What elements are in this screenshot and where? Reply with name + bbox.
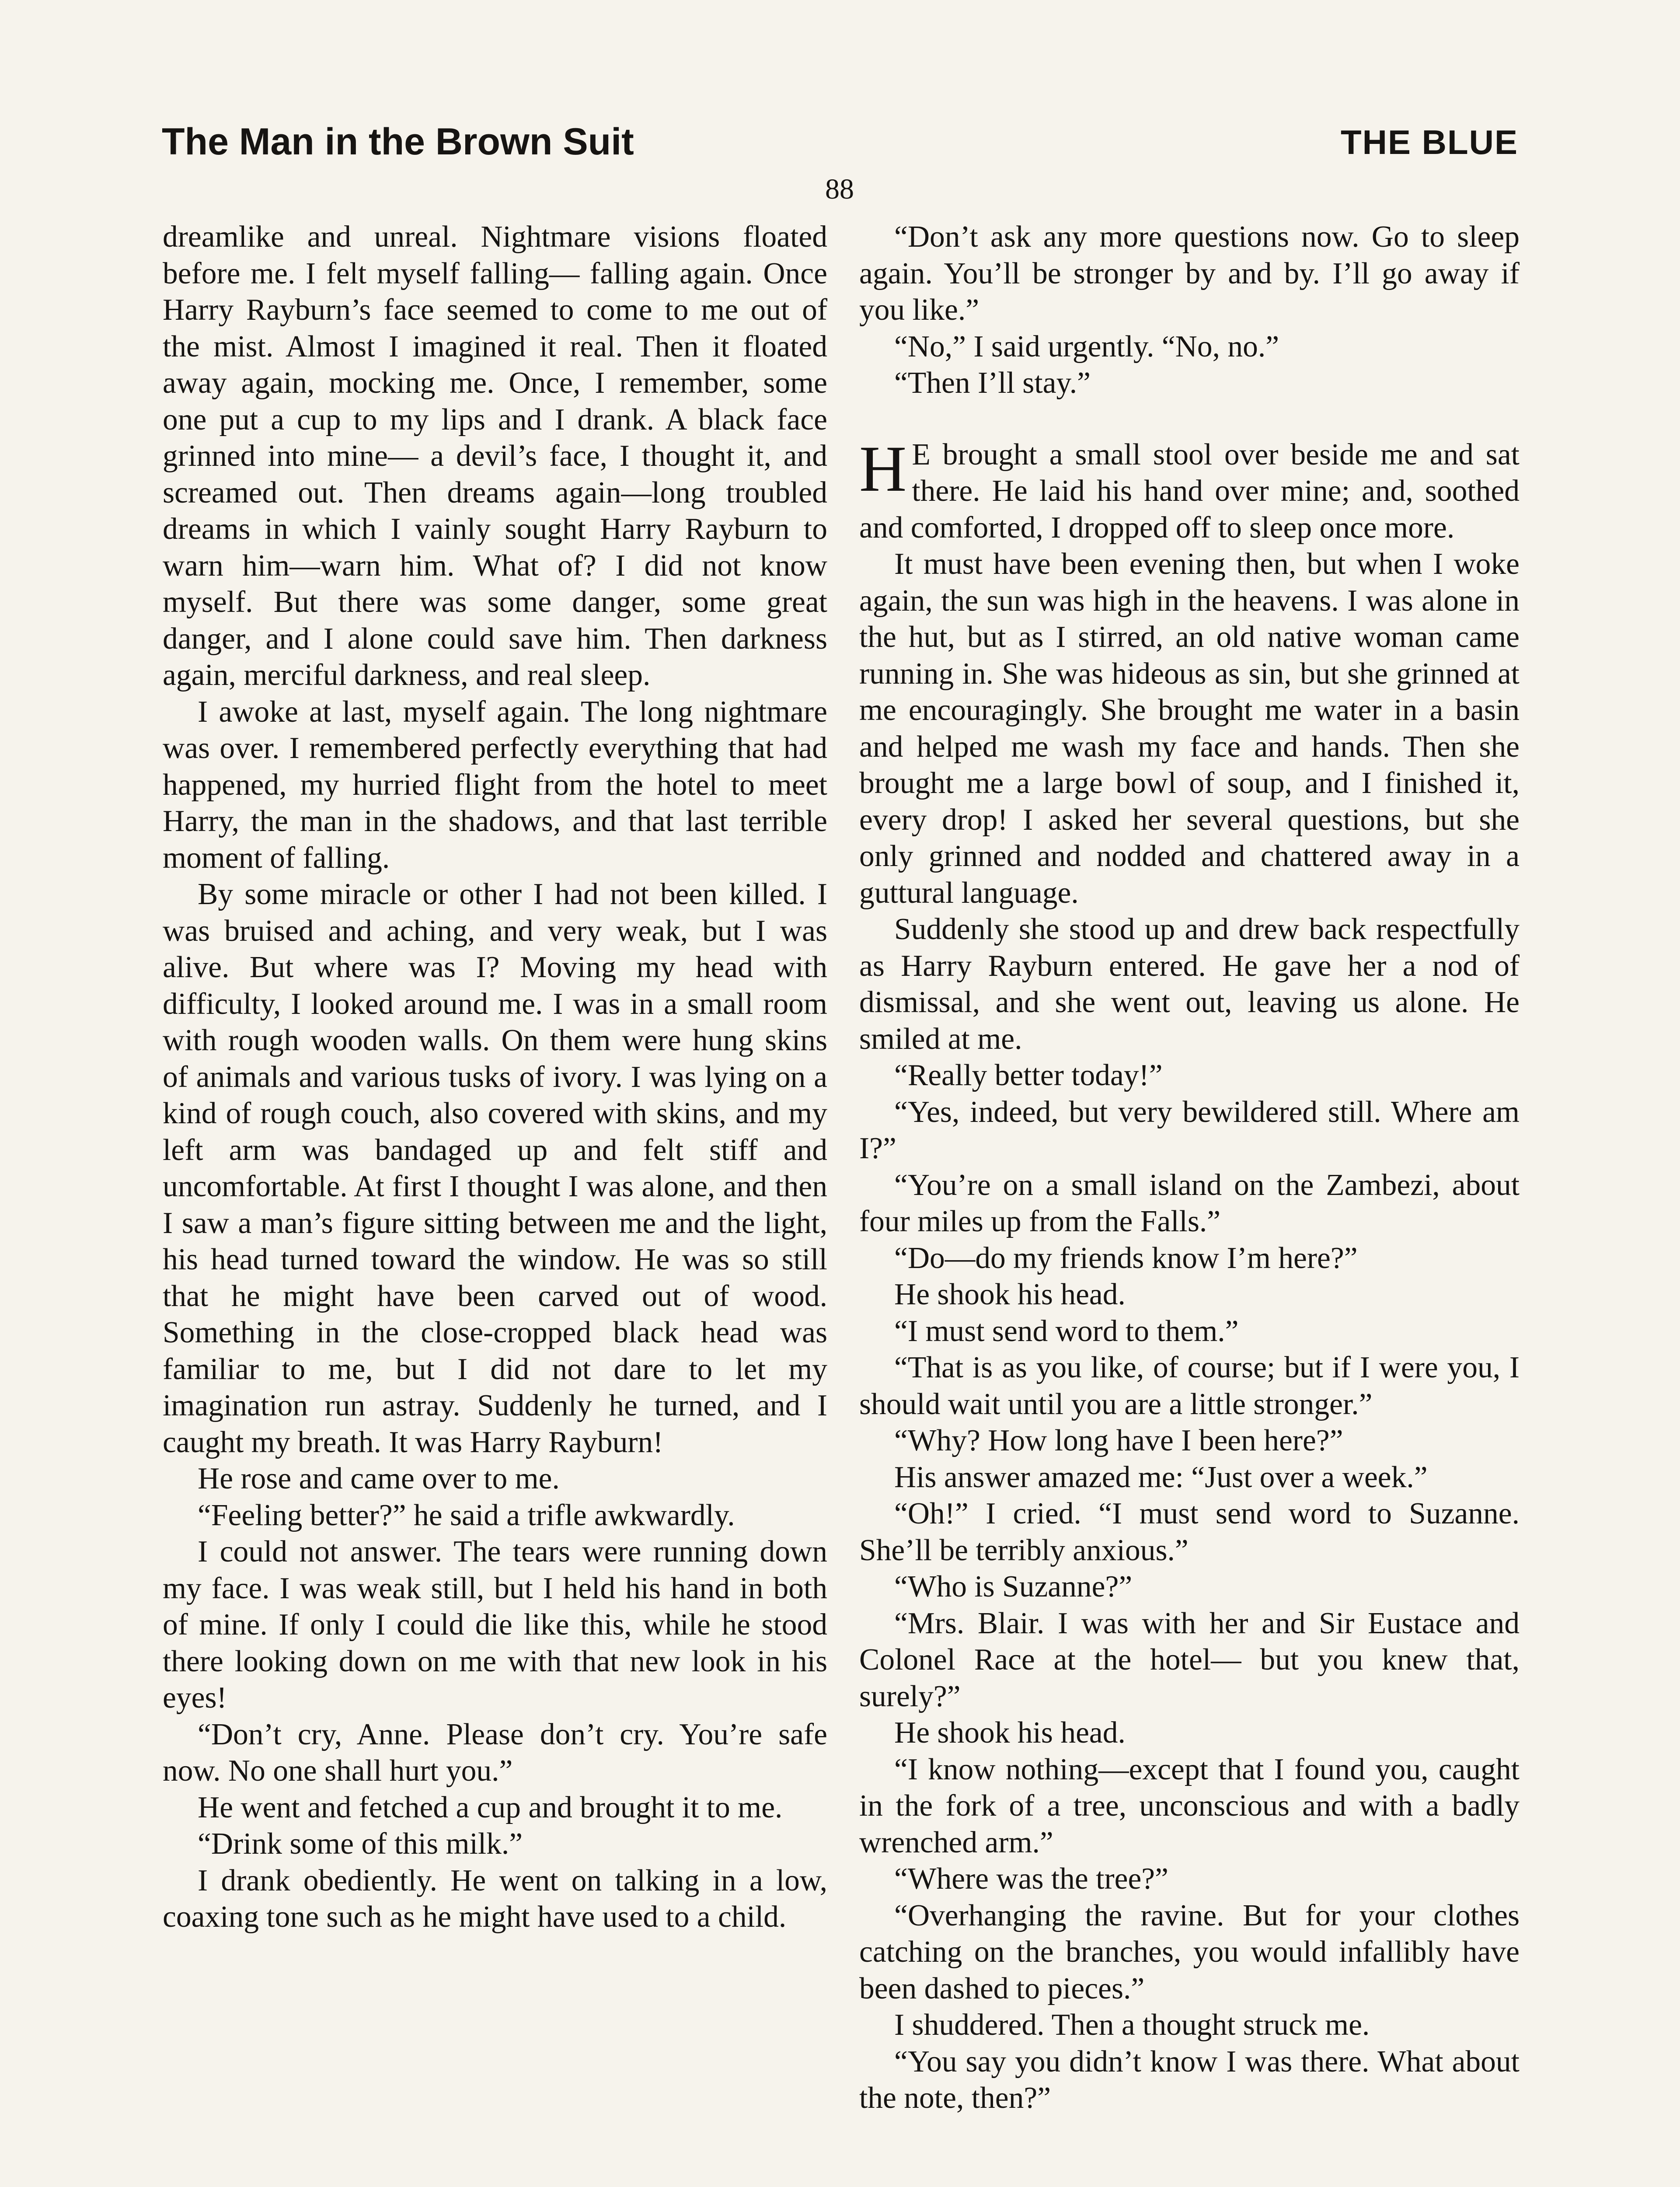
paragraph: “I must send word to them.” xyxy=(894,1314,1239,1348)
paragraph-text: E brought a small stool over beside me and sat there. He laid his hand over mine; and, soothed and comforted, I dropped off to sleep once more. xyxy=(859,437,1520,545)
section-opening-paragraph xyxy=(859,432,1520,546)
paragraph: I could not answer. The tears were running down my face. I was weak still, but I held his hand in both of mine. If only I could die like this, while he stood there looking down on me with that new look in his eyes! xyxy=(163,1535,827,1715)
magazine-name: THE BLUE xyxy=(1341,123,1518,161)
paragraph: “Why? How long have I been here?” xyxy=(894,1424,1343,1457)
paragraph: “Do—do my friends know I’m here?” xyxy=(894,1241,1358,1275)
right-column xyxy=(859,219,1520,2117)
paragraph: “Don’t ask any more questions now. Go to sleep again. You’ll be stronger by and by. I’ll go away if you like.” xyxy=(859,220,1520,327)
paragraph: “Mrs. Blair. I was with her and Sir Eustace and Colonel Race at the hotel— but you knew that, surely?” xyxy=(859,1606,1520,1713)
paragraph: “Drink some of this milk.” xyxy=(198,1827,523,1861)
paragraph: “Then I’ll stay.” xyxy=(894,366,1091,400)
paragraph: “You say you didn’t know I was there. What about the note, then?” xyxy=(859,2044,1520,2115)
paragraph: “Feeling better?” he said a trifle awkwardly. xyxy=(198,1498,735,1532)
paragraph: It must have been evening then, but when I woke again, the sun was high in the heavens. I was alone in the hut, but as I stirred, an old native woman came running in. She was hideous as sin, but she grinned at me encouragingly. She brought me water in a basin and helped me wash my face and hands. Then she brought me a large bowl of soup, and I finished it, every drop! I asked her several questions, but she only grinned and nodded and chattered away in a guttural language. xyxy=(859,547,1520,910)
paragraph: “Don’t cry, Anne. Please don’t cry. You’re safe now. No one shall hurt you.” xyxy=(163,1717,827,1788)
paragraph: I awoke at last, myself again. The long nightmare was over. I remembered perfectly everything that had happened, my hurried flight from the hotel to meet Harry, the man in the shadows, and that last terrible moment of falling. xyxy=(163,695,827,875)
paragraph: “Oh!” I cried. “I must send word to Suzanne. She’ll be terribly anxious.” xyxy=(859,1497,1520,1567)
paragraph: dreamlike and unreal. Nightmare visions floated before me. I felt myself falling— falling again. Once Harry Rayburn’s face seemed to come to me out of the mist. Almost I imagined it real. Then it floated away again, mocking me. Once, I remember, some one put a cup to my lips and I drank. A black face grinned into mine— a devil’s face, I thought it, and screamed out. Then dreams again—long troubled dreams in which I vainly sought Harry Rayburn to warn him—warn him. What of? I did not know myself. But there was some danger, some great danger, and I alone could save him. Then darkness again, merciful darkness, and real sleep. xyxy=(163,220,827,692)
paragraph: I drank obediently. He went on talking in a low, coaxing tone such as he might have used to a child. xyxy=(163,1863,827,1934)
paragraph: “That is as you like, of course; but if I were you, I should wait until you are a little stronger.” xyxy=(859,1351,1520,1421)
drop-cap: H xyxy=(859,432,907,505)
paragraph: “Overhanging the ravine. But for your clothes catching on the branches, you would infallibly have been dashed to pieces.” xyxy=(859,1898,1520,2005)
story-title: The Man in the Brown Suit xyxy=(162,121,634,163)
paragraph: “Where was the tree?” xyxy=(894,1862,1168,1896)
paragraph: Suddenly she stood up and drew back respectfully as Harry Rayburn entered. He gave her a nod of dismissal, and she went out, leaving us alone. He smiled at me. xyxy=(859,912,1520,1056)
paragraph: He rose and came over to me. xyxy=(198,1462,560,1495)
paragraph: “Who is Suzanne?” xyxy=(894,1570,1133,1604)
section-break xyxy=(859,402,1520,437)
paragraph: His answer amazed me: “Just over a week.” xyxy=(894,1460,1428,1494)
paragraph: He went and fetched a cup and brought it to me. xyxy=(198,1790,783,1824)
paragraph: He shook his head. xyxy=(894,1716,1126,1750)
paragraph: I shuddered. Then a thought struck me. xyxy=(894,2008,1370,2042)
paragraph: “You’re on a small island on the Zambezi, about four miles up from the Falls.” xyxy=(859,1168,1520,1238)
paragraph: He shook his head. xyxy=(894,1278,1126,1311)
paragraph: “No,” I said urgently. “No, no.” xyxy=(894,329,1279,363)
left-column xyxy=(163,219,827,1935)
paragraph: “Yes, indeed, but very bewildered still. Where am I?” xyxy=(859,1095,1520,1165)
paragraph: “Really better today!” xyxy=(894,1059,1163,1092)
paragraph: “I know nothing—except that I found you, caught in the fork of a tree, unconscious and with a badly wrenched arm.” xyxy=(859,1752,1520,1859)
page-number: 88 xyxy=(825,173,854,205)
paragraph: By some miracle or other I had not been killed. I was bruised and aching, and very weak, but I was alive. But where was I? Moving my head with difficulty, I looked around me. I was in a small room with rough wooden walls. On them were hung skins of animals and various tusks of ivory. I was lying on a kind of rough couch, also covered with skins, and my left arm was bandaged up and felt stiff and uncomfortable. At first I thought I was alone, and then I saw a man’s figure sitting between me and the light, his head turned toward the window. He was so still that he might have been carved out of wood. Something in the close-cropped black head was familiar to me, but I did not dare to let my imagination run astray. Suddenly he turned, and I caught my breath. It was Harry Rayburn! xyxy=(163,877,827,1459)
